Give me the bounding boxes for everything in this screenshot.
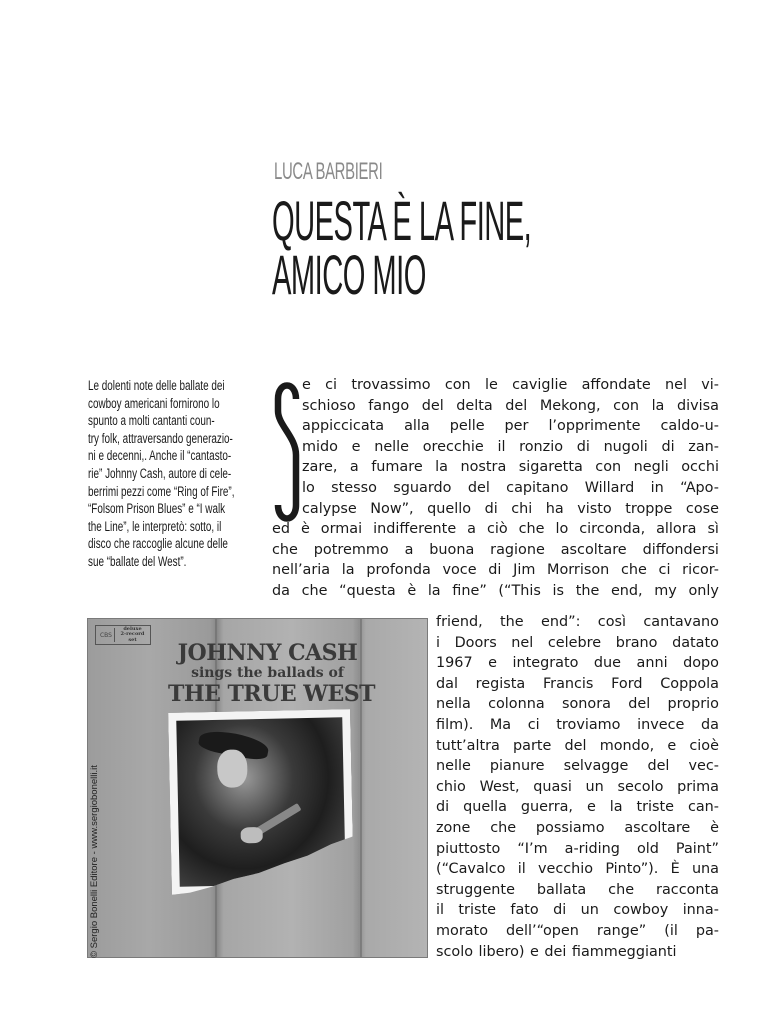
- word: che: [490, 819, 517, 836]
- word: Coppola: [660, 675, 719, 692]
- word: nelle: [436, 758, 471, 775]
- word: occhi: [681, 459, 719, 476]
- word: dell’“open: [506, 922, 579, 939]
- word: a: [467, 521, 476, 538]
- word: morato: [436, 922, 489, 939]
- word: trovassimo: [351, 377, 431, 393]
- word: fumare: [371, 459, 423, 476]
- word: mondo,: [599, 737, 655, 754]
- word: negli: [633, 459, 669, 476]
- word: selvagge: [563, 758, 629, 775]
- word: sonora: [561, 696, 611, 713]
- caption-line: try folk, attraversando generazio-: [88, 430, 233, 446]
- word: è: [300, 521, 310, 538]
- word: è: [407, 582, 417, 599]
- word: quello: [427, 500, 472, 517]
- badge-text-line: 2-record: [120, 631, 145, 638]
- word: nel: [511, 634, 534, 651]
- word: fiammeggianti: [571, 943, 677, 960]
- word: con: [595, 459, 622, 476]
- caption-line: Le dolenti note delle ballate dei: [88, 378, 225, 393]
- word: (“This: [498, 582, 541, 599]
- word: nostra: [460, 459, 507, 476]
- album-name: THE TRUE WEST: [167, 681, 376, 707]
- word: e: [530, 943, 539, 960]
- word: il: [436, 902, 444, 919]
- word: zone: [436, 819, 471, 836]
- caption-line: sue “ballate del West”.: [88, 553, 187, 569]
- word: pianure: [489, 758, 545, 775]
- word: a: [349, 459, 359, 476]
- photo-credit: © Sergio Bonelli Editore - www.sergiobonelli.it: [89, 765, 100, 958]
- word: guerra,: [520, 799, 574, 816]
- body-line: [436, 715, 719, 736]
- body-line: [272, 437, 719, 458]
- word: è: [710, 819, 719, 836]
- body-line: [272, 416, 719, 437]
- word: a: [404, 541, 414, 558]
- word: West,: [479, 778, 520, 795]
- word: ciò: [486, 521, 508, 538]
- caption-line: ni e decenni,. Anche il “cantasto-: [88, 448, 232, 464]
- body-line: [272, 478, 719, 499]
- word: integrato: [512, 655, 579, 672]
- word: due: [593, 655, 622, 672]
- word: “questa: [339, 582, 396, 599]
- word: (il: [664, 922, 678, 939]
- hand-shape: [241, 827, 263, 843]
- word: parte: [513, 737, 552, 754]
- word: sigaretta: [518, 459, 583, 476]
- word: end,: [610, 582, 643, 599]
- word: vecchio: [537, 861, 594, 878]
- word: Morrison: [547, 562, 610, 579]
- word: schioso: [302, 397, 356, 414]
- word: nelle: [374, 438, 410, 455]
- word: Paint”: [675, 840, 719, 857]
- word: e: [302, 377, 311, 393]
- word: con: [613, 397, 639, 414]
- word: (“Cavalco: [436, 861, 506, 878]
- word: divisa: [676, 397, 719, 414]
- word: nell’aria: [272, 562, 331, 579]
- word: ricor-: [682, 562, 719, 579]
- body-text-column-narrow: [436, 612, 719, 962]
- word: visto: [577, 500, 612, 517]
- body-line: [272, 499, 719, 520]
- word: di: [488, 562, 502, 579]
- word: in: [650, 479, 664, 496]
- word: cantavano: [643, 614, 719, 630]
- word: the: [575, 582, 600, 599]
- word: ormai: [320, 521, 363, 538]
- word: sì: [707, 521, 719, 538]
- word: del: [505, 397, 528, 414]
- word: del: [564, 737, 587, 754]
- word: che: [518, 521, 545, 538]
- word: chi: [511, 500, 533, 517]
- word: la: [651, 397, 665, 414]
- word: lo: [302, 479, 315, 496]
- word: di: [576, 438, 590, 455]
- word: Francis: [542, 675, 594, 692]
- word: stesso: [331, 479, 377, 496]
- body-text: [272, 375, 719, 602]
- word: Mekong,: [539, 397, 601, 414]
- word: scolo: [436, 943, 474, 960]
- word: tutt’altra: [436, 737, 500, 754]
- word: fato: [510, 902, 539, 919]
- caption-line: cowboy americani fornirono lo: [88, 395, 220, 411]
- word: piuttosto: [436, 840, 501, 857]
- body-line: [436, 736, 719, 757]
- word: diffondersi: [642, 541, 719, 558]
- word: che: [272, 541, 298, 558]
- word: quasi: [533, 778, 572, 795]
- word: da: [272, 582, 290, 599]
- word: proprio: [667, 696, 719, 713]
- word: 1967: [436, 655, 473, 672]
- word: calypse: [302, 500, 357, 517]
- word: sguardo: [393, 479, 452, 496]
- body-line: [436, 777, 719, 798]
- word: la: [427, 582, 441, 599]
- caption-line: the Line”, le interpretò: sotto, il: [88, 518, 222, 534]
- word: friend,: [436, 614, 483, 630]
- word: il: [497, 438, 506, 455]
- body-line: [436, 859, 719, 880]
- word: le: [484, 377, 498, 393]
- word: Ma: [489, 716, 512, 733]
- word: il: [517, 861, 526, 878]
- word: troviamo: [556, 716, 621, 733]
- word: un: [580, 902, 599, 919]
- word: “I’m: [517, 840, 548, 857]
- word: caviglie: [512, 377, 568, 393]
- body-line: [436, 797, 719, 818]
- body-line: [436, 921, 719, 942]
- word: racconta: [656, 881, 719, 898]
- word: la: [435, 459, 448, 476]
- word: cioè: [689, 737, 719, 754]
- body-line: [272, 581, 719, 602]
- word: appiccicata: [302, 418, 385, 435]
- title-line: AMICO MIO: [272, 243, 426, 306]
- article-title: [272, 189, 532, 306]
- body-line: [272, 457, 719, 478]
- body-line: [272, 540, 719, 561]
- word: orecchie: [422, 438, 484, 455]
- photo-content: [176, 717, 345, 886]
- word: indifferente: [373, 521, 457, 538]
- word: dei: [544, 943, 567, 960]
- word: quella: [463, 799, 507, 816]
- word: zare,: [302, 459, 338, 476]
- word: libero): [478, 943, 525, 960]
- word: caldo-u-: [660, 418, 719, 435]
- word: del: [421, 397, 444, 414]
- caption-line: spunto a molti cantanti coun-: [88, 413, 215, 429]
- word: fine”: [452, 582, 487, 599]
- word: di: [484, 500, 498, 517]
- cowboy-photo: [168, 709, 354, 895]
- word: allora: [656, 521, 697, 538]
- word: che: [608, 881, 635, 898]
- word: end”:: [541, 614, 581, 630]
- album-subtitle: sings the ballads of: [191, 665, 344, 681]
- word: delta: [456, 397, 493, 414]
- word: vi-: [701, 377, 719, 393]
- word: un: [585, 778, 604, 795]
- word: lo: [555, 521, 569, 538]
- word: possiamo: [535, 819, 605, 836]
- body-line: [272, 375, 719, 396]
- word: vec-: [688, 758, 719, 775]
- word: ronzio: [519, 438, 564, 455]
- body-line: [436, 942, 719, 963]
- word: ragione: [490, 541, 545, 558]
- caption-line: disco che raccoglie alcune delle: [88, 536, 228, 552]
- word: ascoltare: [624, 819, 691, 836]
- word: can-: [687, 799, 719, 816]
- word: È: [670, 861, 680, 878]
- body-line: [272, 519, 719, 540]
- word: con: [444, 377, 471, 393]
- word: dal: [436, 675, 458, 692]
- word: e: [351, 438, 361, 455]
- word: affondate: [581, 377, 651, 393]
- word: e: [488, 655, 497, 672]
- word: e: [586, 799, 596, 816]
- word: cose: [685, 500, 719, 517]
- word: da: [700, 716, 719, 733]
- word: Now”,: [370, 500, 414, 517]
- badge-text-line: set: [128, 636, 137, 643]
- cbs-logo-icon: CBS: [98, 628, 115, 642]
- caption-line: rie” Johnny Cash, autore di cele-: [88, 465, 232, 481]
- word: my: [654, 582, 677, 599]
- word: fango: [368, 397, 410, 414]
- word: del: [467, 479, 490, 496]
- word: anni: [636, 655, 668, 672]
- album-title: [88, 641, 427, 706]
- word: ballata: [536, 881, 587, 898]
- body-line: [436, 900, 719, 921]
- word: di: [553, 902, 567, 919]
- word: triste: [636, 799, 675, 816]
- author-name: LUCA BARBIERI: [274, 158, 383, 185]
- word: mido: [302, 438, 338, 455]
- body-line: [436, 694, 719, 715]
- word: prima: [677, 778, 719, 795]
- word: zan-: [688, 438, 719, 455]
- body-line: [436, 880, 719, 901]
- word: struggente: [436, 881, 515, 898]
- body-line: [436, 839, 719, 860]
- word: i: [436, 634, 440, 651]
- word: chio: [436, 778, 466, 795]
- body-line: [436, 818, 719, 839]
- word: l’opprimente: [548, 418, 641, 435]
- body-line: [272, 396, 719, 417]
- caption-line: berrimi pezzi come “Ring of Fire”,: [88, 483, 235, 499]
- word: per: [504, 418, 529, 435]
- word: ascoltare: [560, 541, 627, 558]
- word: di: [661, 438, 675, 455]
- word: ci: [325, 377, 338, 393]
- word: Doors: [454, 634, 497, 651]
- word: ci: [527, 716, 540, 733]
- word: Pinto”).: [605, 861, 659, 878]
- word: circonda,: [579, 521, 646, 538]
- word: brano: [615, 634, 658, 651]
- word: la: [609, 799, 623, 816]
- word: dopo: [683, 655, 719, 672]
- word: nel: [665, 377, 687, 393]
- word: a-riding: [564, 840, 620, 857]
- word: invece: [637, 716, 685, 733]
- word: pelle: [449, 418, 485, 435]
- word: pa-: [695, 922, 719, 939]
- word: film).: [436, 716, 474, 733]
- image-caption: [88, 377, 266, 571]
- word: “Apo-: [680, 479, 719, 496]
- word: che: [620, 562, 647, 579]
- word: voce: [442, 562, 477, 579]
- word: potremmo: [313, 541, 389, 558]
- word: capitano: [506, 479, 569, 496]
- word: colonna: [488, 696, 545, 713]
- word: Ford: [611, 675, 643, 692]
- word: cowboy: [613, 902, 669, 919]
- word: la: [341, 562, 355, 579]
- body-line: [272, 560, 719, 581]
- word: celebre: [547, 634, 602, 651]
- word: range”: [596, 922, 647, 939]
- word: Willard: [584, 479, 635, 496]
- word: nugoli: [603, 438, 648, 455]
- body-line: [436, 612, 719, 633]
- album-artist: JOHNNY CASH: [177, 640, 358, 666]
- word: secolo: [617, 778, 664, 795]
- word: only: [688, 582, 719, 599]
- word: inna-: [682, 902, 719, 919]
- word: troppe: [625, 500, 673, 517]
- caption-line: “Folsom Prison Blues” e “I walk: [88, 501, 226, 517]
- word: nella: [436, 696, 471, 713]
- word: ed: [272, 521, 290, 538]
- word: del: [628, 696, 651, 713]
- word: una: [691, 861, 719, 878]
- word: di: [436, 799, 450, 816]
- body-line: [436, 633, 719, 654]
- body-line: [436, 756, 719, 777]
- word: regista: [475, 675, 526, 692]
- word: datato: [672, 634, 719, 651]
- word: old: [636, 840, 659, 857]
- word: the: [500, 614, 524, 630]
- title-line: QUESTA È LA FINE,: [272, 189, 532, 252]
- album-cover-image: [87, 618, 428, 958]
- word: Jim: [513, 562, 536, 579]
- word: ha: [545, 500, 564, 517]
- word: profonda: [366, 562, 431, 579]
- word: buona: [429, 541, 475, 558]
- badge-text-line: deluxe: [123, 625, 142, 632]
- word: alla: [404, 418, 430, 435]
- word: così: [597, 614, 627, 630]
- word: is: [552, 582, 565, 599]
- word: del: [647, 758, 670, 775]
- body-line: [436, 653, 719, 674]
- body-line: [436, 674, 719, 695]
- face-shape: [217, 749, 248, 788]
- word: triste: [458, 902, 496, 919]
- word: ci: [658, 562, 671, 579]
- word: e: [667, 737, 677, 754]
- word: che: [301, 582, 328, 599]
